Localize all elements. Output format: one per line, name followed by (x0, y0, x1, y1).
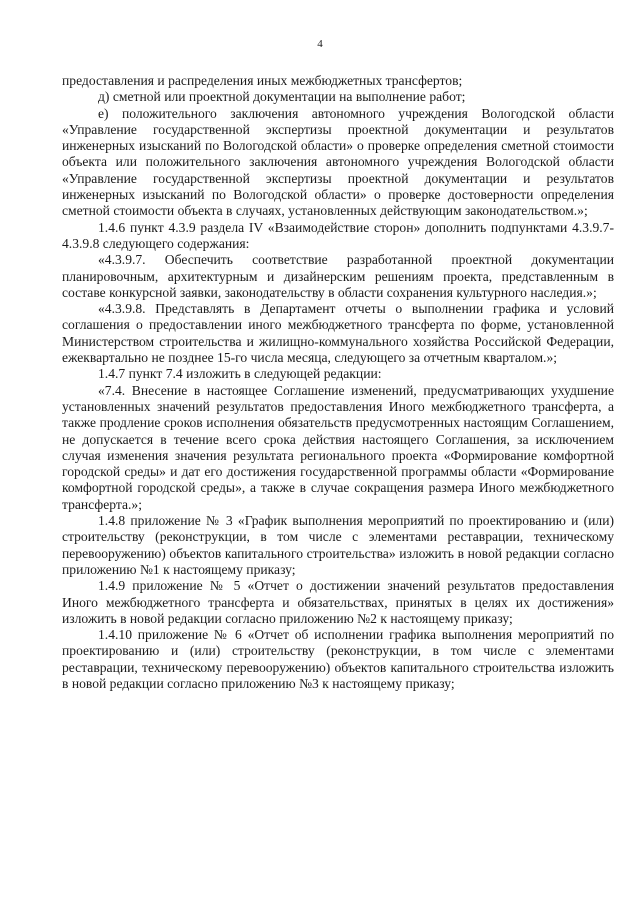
paragraph: «4.3.9.7. Обеспечить соответствие разработанной проектной документации планировочным, архитектурным и дизайнерским решениям проекта, представленным в составе конкурсной заявки, законодательству в области сохранения культурного наследия.»; (62, 252, 614, 300)
page-number: 4 (317, 38, 323, 50)
paragraph: 1.4.8 приложение № 3 «График выполнения мероприятий по проектированию и (или) строительству (реконструкции, в том числе с элементами реставрации, техническому перевооружению) объектов капитального строительства» изложить в новой редакции согласно приложению №1 к настоящему приказу; (62, 513, 614, 577)
paragraph: 1.4.7 пункт 7.4 изложить в следующей редакции: (98, 366, 382, 382)
paragraph: предоставления и распределения иных межбюджетных трансфертов; (62, 73, 463, 88)
paragraph: «7.4. Внесение в настоящее Соглашение изменений, предусматривающих ухудшение установленных значений результатов предоставления Иного межбюджетного трансферта, а также продление сроков исполнения обязательств предусмотренных настоящим Соглашением, не допускается в течение всего срока действия настоящего Соглашения, за исключением случая изменения значения результата регионального проекта «Формирование комфортной городской среды» и дат его достижения государственной программы области «Формирование комфортной городской среды», а также в случае сокращения размера Иного межбюджетного трансферта.»; (62, 382, 614, 512)
paragraph: «4.3.9.8. Представлять в Департамент отчеты о выполнении графика и условий соглашения о предоставлении иного межбюджетного трансферта по форме, установленной Министерством строительства и жилищно-коммунального хозяйства Российской Федерации, ежеквартально не позднее 15-го числа месяца, следующего за отчетным кварталом.»; (62, 301, 614, 366)
paragraph: 1.4.10 приложение № 6 «Отчет об исполнении графика выполнения мероприятий по проектированию и (или) строительству (реконструкции, в том числе с элементами реставрации, техническому перевооружению) объектов капитального строительства изложить в новой редакции согласно приложению №3 к настоящему приказу; (62, 627, 614, 691)
paragraph: е) положительного заключения автономного учреждения Вологодской области «Управление государственной экспертизы проектной документации и результатов инженерных изысканий по Вологодской области» о проверке определения сметной стоимости объекта или положительного заключения автономного учреждения Вологодской области «Управление государственной экспертизы проектной документации и результатов инженерных изысканий по Вологодской области» о проверке достоверности определения сметной стоимости объекта в случаях, установленных действующим законодательством.»; (62, 105, 614, 219)
paragraph: 1.4.9 приложение № 5 «Отчет о достижении значений результатов предоставления Иного межбюджетного трансферта и обязательствах, принятых в целях их достижения» изложить в новой редакции согласно приложению №2 к настоящему приказу; (62, 578, 614, 626)
paragraph: 1.4.6 пункт 4.3.9 раздела IV «Взаимодействие сторон» дополнить подпунктами 4.3.9.7-4.3.9.8 следующего содержания: (62, 219, 614, 251)
document-body (62, 73, 614, 692)
paragraph: д) сметной или проектной документации на выполнение работ; (98, 89, 466, 105)
